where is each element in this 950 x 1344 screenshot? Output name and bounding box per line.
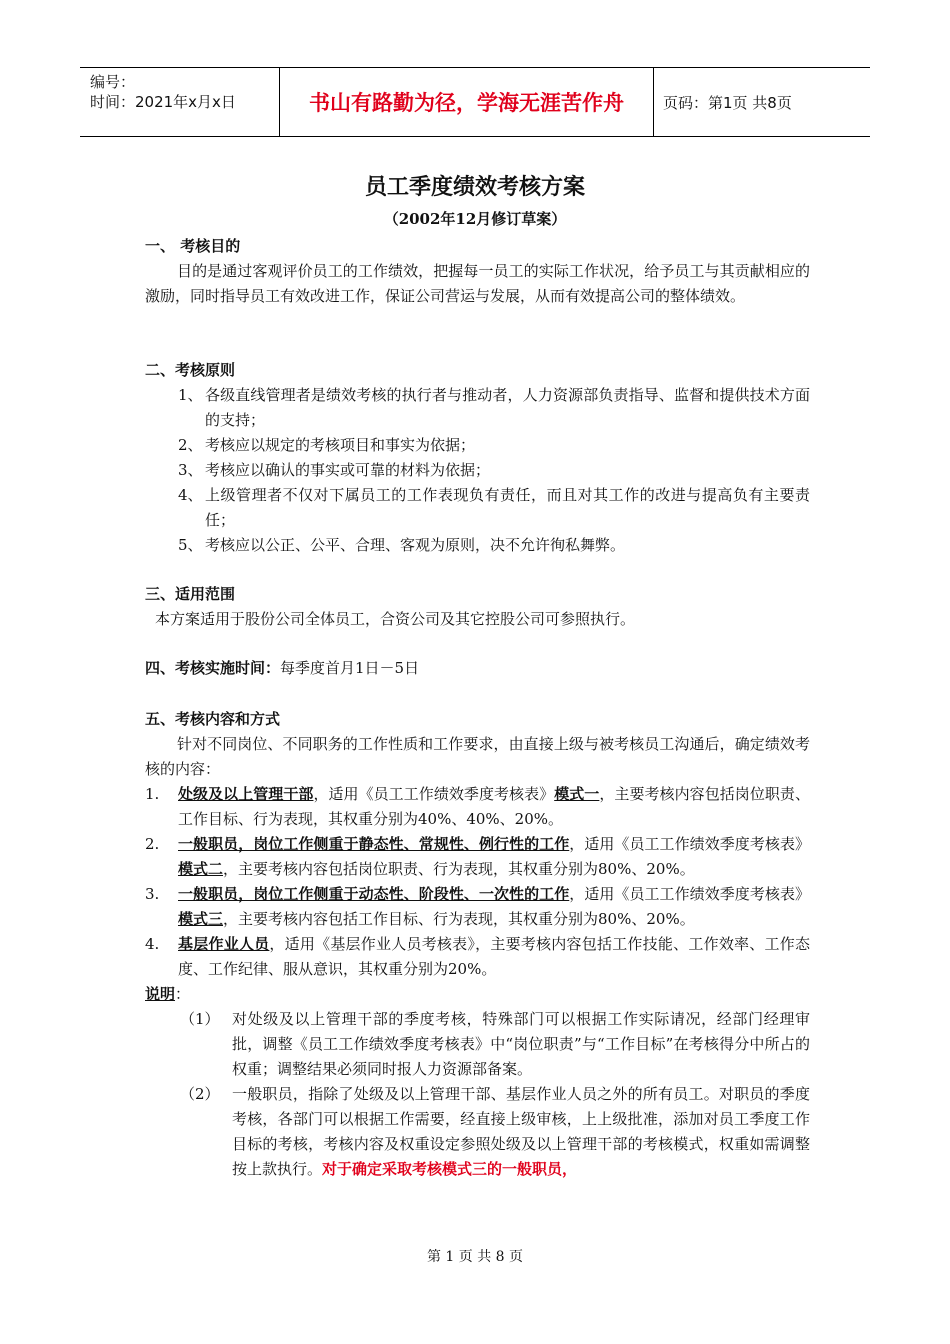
list-item: 4、 上级管理者不仅对下属员工的工作表现负有责任，而且对其工作的改进与提高负有主要责任； (178, 486, 810, 529)
header-meta (80, 68, 280, 136)
doc-time-label: 时间：2021年x月x日 (90, 93, 236, 111)
list-item: 2、 考核应以规定的考核项目和事实为依据； (178, 436, 476, 454)
header-motto: 书山有路勤为径，学海无涯苦作舟 (280, 68, 654, 136)
section-body: 目的是通过客观评价员工的工作绩效，把握每一员工的实际工作状况，给予员工与其贡献相应的激励，同时指导员工有效改进工作，保证公司营运与发展，从而有效提高公司的整体绩效。 (145, 262, 810, 305)
document-header (80, 67, 870, 137)
note-item: （2） 一般职员，指除了处级及以上管理干部、基层作业人员之外的所有员工。对职员的季度考核，各部门可以根据工作需要，经直接上级审核，上上级批准，添加对员工季度工作目标的考核，考核内容及权重设定参照处级及以上管理干部的考核模式，权重如需调整按上款执行。对于确定采取考核模式三的一般职员， (180, 1085, 810, 1178)
doc-subtitle: （2002年12月修订草案） (383, 210, 567, 228)
section-intro: 针对不同岗位、不同职务的工作性质和工作要求，由直接上级与被考核员工沟通后，确定绩效考核的内容： (145, 735, 810, 778)
list-item: 1、 各级直线管理者是绩效考核的执行者与推动者，人力资源部负责指导、监督和提供技术方面的支持； (178, 386, 810, 429)
section-timing (145, 656, 810, 681)
page-footer: 第 1 页 共 8 页 (426, 1249, 524, 1265)
doc-number-label: 编号： (90, 73, 136, 91)
section-heading: 二、考核原则 (145, 361, 236, 379)
list-item: 4. 基层作业人员，适用《基层作业人员考核表》，主要考核内容包括工作技能、工作效率、工作态度、工作纪律、服从意识，其权重分别为20%。 (145, 935, 810, 978)
header-page-info: 页码：第1页 共8页 (663, 93, 792, 112)
section-scope (145, 582, 810, 632)
note-heading: 说明： (145, 985, 191, 1003)
doc-title: 员工季度绩效考核方案 (364, 175, 585, 200)
section-principles (145, 358, 810, 558)
list-item: 5、 考核应以公正、公平、合理、客观为原则，决不允许徇私舞弊。 (178, 536, 626, 554)
list-item: 2. 一般职员，岗位工作侧重于静态性、常规性、例行性的工作，适用《员工工作绩效季度考核表》模式二，主要考核内容包括岗位职责、行为表现，其权重分别为80%、20%。 (145, 835, 810, 878)
note-item: （1） 对处级及以上管理干部的季度考核，特殊部门可以根据工作实际请况，经部门经理审批，调整《员工工作绩效季度考核表》中“岗位职责”与“工作目标”在考核得分中所占的权重；调整结果必须同时报人力资源部备案。 (180, 1010, 810, 1078)
section-heading: 五、考核内容和方式 (145, 710, 281, 728)
list-item: 1. 处级及以上管理干部，适用《员工工作绩效季度考核表》模式一，主要考核内容包括岗位职责、工作目标、行为表现，其权重分别为40%、40%、20%。 (145, 785, 810, 828)
list-item: 3. 一般职员，岗位工作侧重于动态性、阶段性、一次性的工作，适用《员工工作绩效季度考核表》模式三，主要考核内容包括工作目标、行为表现，其权重分别为80%、20%。 (145, 885, 810, 928)
section-body: 本方案适用于股份公司全体员工，合资公司及其它控股公司可参照执行。 (155, 610, 636, 628)
section-heading: 四、考核实施时间： (145, 659, 281, 677)
section-heading: 三、适用范围 (145, 585, 236, 603)
section-heading: 一、 考核目的 (145, 237, 241, 255)
section-body: 每季度首月1日－5日 (280, 659, 420, 677)
list-item: 3、 考核应以确认的事实或可靠的材料为依据； (178, 461, 491, 479)
section-purpose (145, 234, 810, 309)
section-content (145, 707, 810, 1182)
